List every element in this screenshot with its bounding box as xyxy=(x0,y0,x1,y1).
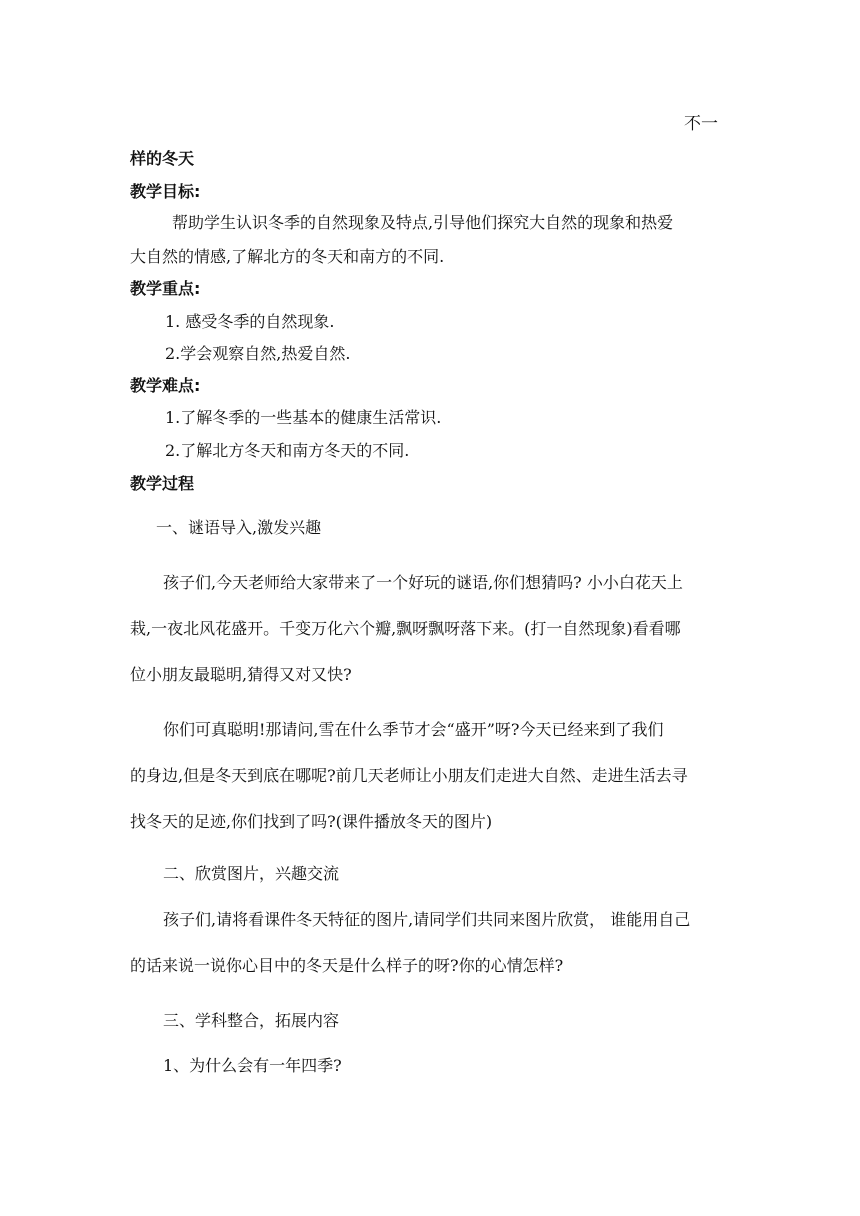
section1-p1-line3: 位小朋友最聪明,猜得又对又快? xyxy=(130,665,352,684)
section3-item1: 1、为什么会有一年四季? xyxy=(163,1056,342,1075)
section3-title: 三、学科整合，拓展内容 xyxy=(163,1011,340,1030)
difficulty-1: 1.了解冬季的一些基本的健康生活常识. xyxy=(165,408,442,427)
difficulties-heading: 教学难点: xyxy=(130,376,201,395)
section2-p-line2: 的话来说一说你心目中的冬天是什么样子的呀?你的心情怎样? xyxy=(130,956,564,975)
key-point-2: 2.学会观察自然,热爱自然. xyxy=(165,344,351,363)
key-point-1: 1. 感受冬季的自然现象. xyxy=(165,312,335,331)
goals-line-2: 大自然的情感,了解北方的冬天和南方的不同. xyxy=(130,247,445,266)
section1-p2-line3: 找冬天的足迹,你们找到了吗?(课件播放冬天的图片) xyxy=(130,812,493,831)
section1-p2-line1: 你们可真聪明!那请问,雪在什么季节才会“盛开”呀?今天已经来到了我们 xyxy=(163,720,664,739)
title-part2: 样的冬天 xyxy=(130,149,195,168)
difficulty-2: 2.了解北方冬天和南方冬天的不同. xyxy=(165,441,410,460)
process-heading: 教学过程 xyxy=(130,474,195,493)
key-points-heading: 教学重点: xyxy=(130,279,201,298)
section2-p-line1: 孩子们,请将看课件冬天特征的图片,请同学们共同来图片欣赏， 谁能用自己 xyxy=(163,910,691,929)
section1-p1-line2: 栽,一夜北风花盛开。千变万化六个瓣,飘呀飘呀落下来。(打一自然现象)看看哪 xyxy=(130,619,681,638)
goals-heading: 教学目标: xyxy=(130,182,201,201)
section1-title: 一、谜语导入,激发兴趣 xyxy=(156,518,322,537)
goals-line-1: 帮助学生认识冬季的自然现象及特点,引导他们探究大自然的现象和热爱 xyxy=(172,213,674,232)
section2-title: 二、欣赏图片，兴趣交流 xyxy=(163,864,340,883)
section1-p2-line2: 的身边,但是冬天到底在哪呢?前几天老师让小朋友们走进大自然、走进生活去寻 xyxy=(130,766,688,785)
section1-p1-line1: 孩子们,今天老师给大家带来了一个好玩的谜语,你们想猜吗? 小小白花天上 xyxy=(163,573,683,592)
title-part1: 不一 xyxy=(684,114,718,134)
